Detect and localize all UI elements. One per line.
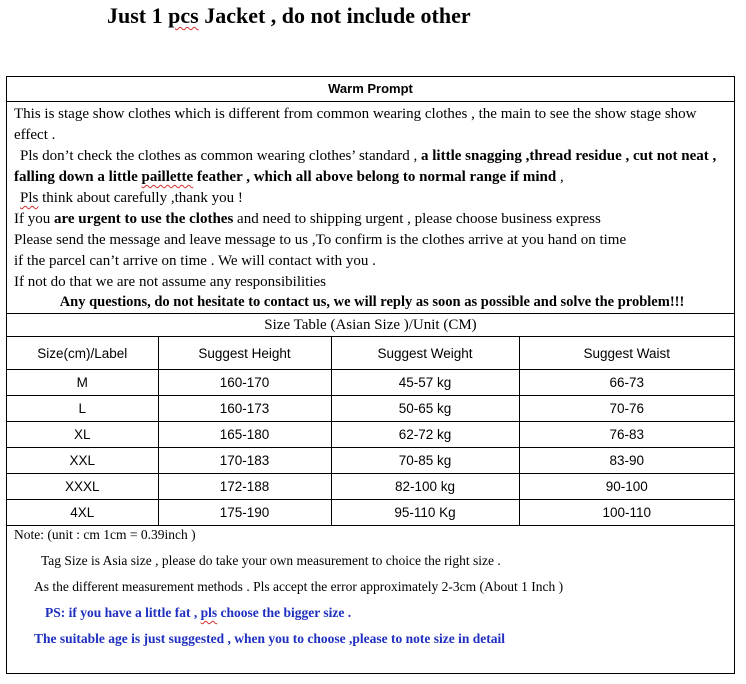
ps-note-pre: PS: if you have a little fat , (45, 605, 201, 620)
table-row (7, 448, 734, 474)
size-label-cell: XXL (7, 448, 158, 474)
ps-note-post: choose the bigger size . (217, 605, 352, 620)
pls-end-text: , (556, 168, 564, 185)
not-do-line: If not do that we are not assume any responsibilities (14, 274, 327, 290)
header-size-label: Size(cm)/Label (7, 337, 158, 370)
pls-bold-text: a little snagging ,thread residue , cut not neat , falling down a little (14, 148, 717, 185)
size-label-cell: XL (7, 422, 158, 448)
urgent-post: and need to shipping urgent , please choose business express (233, 211, 601, 227)
ps-note-pls-word: pls (200, 605, 218, 620)
unit-note: Note: (unit : cm 1cm = 0.39inch ) (14, 527, 196, 542)
waist-cell: 70-76 (519, 396, 734, 422)
ps-note (45, 605, 351, 621)
think-pls-word: Pls (20, 190, 39, 206)
pls-bold-text-2: feather , which all above belong to normal range if mind (193, 168, 557, 185)
size-table-title: Size Table (Asian Size )/Unit (CM) (7, 313, 734, 337)
questions-line: Any questions, do not hesitate to contact us, we will reply as soon as possible and solve the problem!!! (59, 294, 685, 310)
waist-cell: 83-90 (519, 448, 734, 474)
table-row (7, 396, 734, 422)
waist-cell: 100-110 (519, 500, 734, 526)
heading-pcs-word: pcs (168, 3, 199, 28)
pls-paragraph (14, 146, 730, 188)
header-suggest-waist: Suggest Waist (519, 337, 734, 370)
paillette-word: paillette (141, 168, 194, 185)
size-label-cell: L (7, 396, 158, 422)
intro-paragraph: This is stage show clothes which is different from common wearing clothes , the main to see the show stage show effect . (14, 106, 697, 143)
height-cell: 165-180 (158, 422, 331, 448)
waist-cell: 90-100 (519, 474, 734, 500)
size-table (7, 337, 734, 526)
weight-cell: 95-110 Kg (331, 500, 519, 526)
measurement-note: As the different measurement methods . Pls accept the error approximately 2-3cm (About 1 Inch ) (34, 579, 564, 594)
pls-normal-text: Pls don’t check the clothes as common wearing clothes’ standard , (20, 148, 422, 164)
urgent-pre: If you (14, 211, 54, 227)
urgent-bold: are urgent to use the clothes (54, 211, 234, 227)
size-label-cell: M (7, 370, 158, 396)
table-row (7, 474, 734, 500)
height-cell: 170-183 (158, 448, 331, 474)
parcel-line: if the parcel can’t arrive on time . We will contact with you . (14, 253, 376, 269)
size-label-cell: XXXL (7, 474, 158, 500)
think-line (14, 188, 730, 209)
weight-cell: 70-85 kg (331, 448, 519, 474)
height-cell: 175-190 (158, 500, 331, 526)
message-line: Please send the message and leave message to us ,To confirm is the clothes arrive at you hand on time (14, 232, 627, 248)
table-row (7, 422, 734, 448)
height-cell: 172-188 (158, 474, 331, 500)
tag-size-note: Tag Size is Asia size , please do take your own measurement to choice the right size . (41, 553, 501, 568)
warm-prompt-title: Warm Prompt (7, 77, 734, 102)
header-suggest-height: Suggest Height (158, 337, 331, 370)
waist-cell: 76-83 (519, 422, 734, 448)
page-heading (107, 3, 471, 29)
table-row (7, 370, 734, 396)
weight-cell: 82-100 kg (331, 474, 519, 500)
header-suggest-weight: Suggest Weight (331, 337, 519, 370)
heading-text-start: Just 1 (107, 3, 169, 28)
size-label-cell: 4XL (7, 500, 158, 526)
weight-cell: 45-57 kg (331, 370, 519, 396)
waist-cell: 66-73 (519, 370, 734, 396)
table-row (7, 500, 734, 526)
urgent-line (14, 209, 730, 230)
height-cell: 160-170 (158, 370, 331, 396)
weight-cell: 50-65 kg (331, 396, 519, 422)
age-note: The suitable age is just suggested , when you to choose ,please to note size in detail (34, 631, 506, 646)
think-rest-text: think about carefully ,thank you ! (38, 190, 243, 206)
height-cell: 160-173 (158, 396, 331, 422)
heading-text-end: Jacket , do not include other (198, 3, 471, 28)
weight-cell: 62-72 kg (331, 422, 519, 448)
size-table-header-row (7, 337, 734, 370)
warm-prompt-box (6, 76, 735, 674)
